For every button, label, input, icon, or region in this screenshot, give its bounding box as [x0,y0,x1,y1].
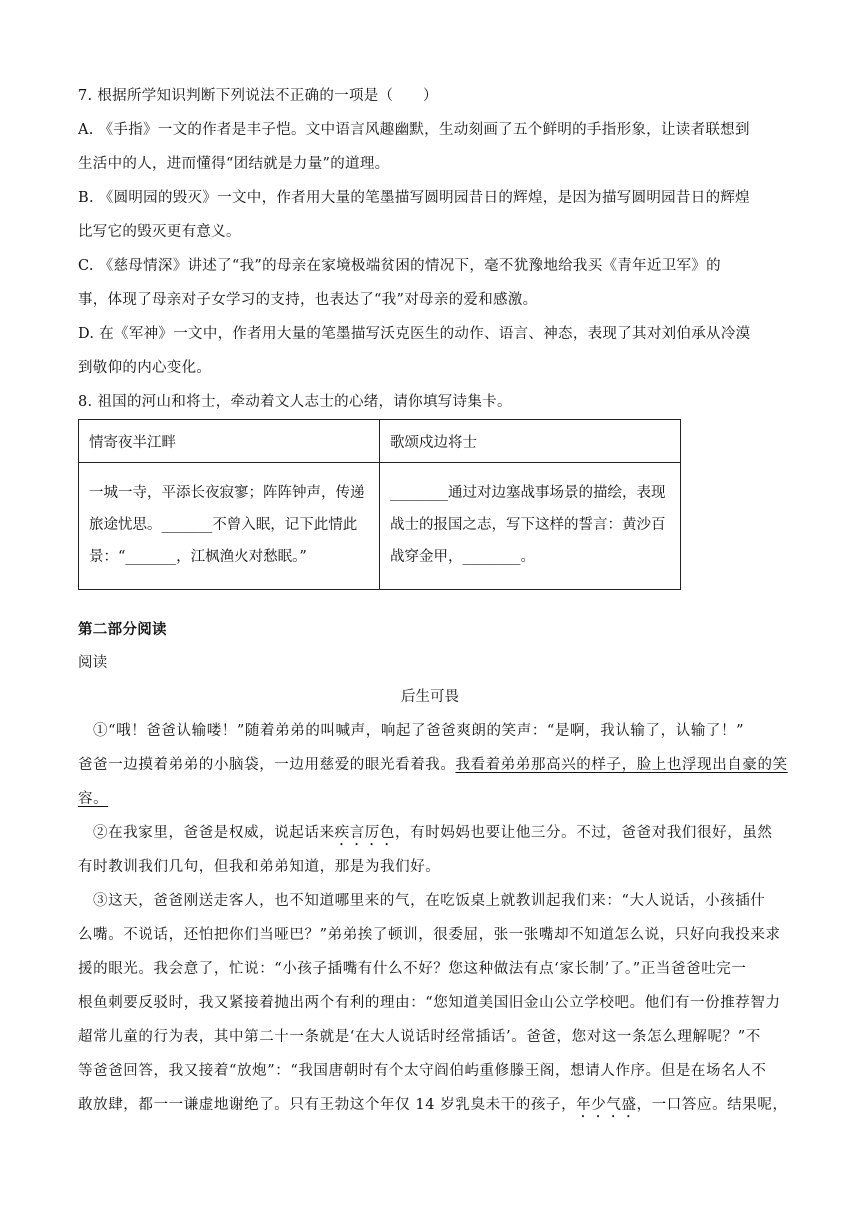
passage-title: 后生可畏 [401,689,459,705]
part-two-heading: 第二部分阅读 [78,621,167,638]
poem-card-header-left: 情寄夜半江畔 [79,420,380,463]
paragraph-1-line-3: 容。 [78,791,109,807]
poem-right-line-3: 战穿金甲，________。 [390,549,535,565]
paragraph-2-text-b: ，有时妈妈也要让他三分。不过，爸爸对我们很好，虽然 [395,825,773,841]
paragraph-2-line-1 [93,823,773,849]
paragraph-3-line-5: 超常儿童的行为表，其中第二十一条就是‘在大人说话时经常插话’。爸爸，您对这一条怎么理解呢？”不 [78,1029,761,1045]
paragraph-3-line-3: 援的眼光。我会意了，忙说：“小孩子插嘴有什么不好？您这种做法有点‘家长制’了。”正当爸爸吐完一 [78,961,747,977]
poem-right-line-1: ________通过对边塞战事场景的描绘，表现 [390,485,666,501]
paragraph-3-line-2: 么嘴。不说话，还怕把你们当哑巴？”弟弟挨了顿训，很委屈，张一张嘴却不知道怎么说，只好向我投来求 [78,927,781,943]
poem-card-header-row [79,420,681,463]
poem-left-line-1: 一城一寺，平添长夜寂寥；阵阵钟声，传递 [89,485,365,501]
paragraph-3-text-b: ，一口答应。结果呢， [636,1097,788,1113]
option-b-line-1: B. 《圆明园的毁灭》一文中，作者用大量的笔墨描写圆明园昔日的辉煌，是因为描写圆明园昔日的辉煌 [78,190,750,206]
poem-card-header-right: 歌颂戍边将士 [380,420,681,463]
emphasized-idiom-1: 疾言厉色 [334,825,396,841]
paragraph-3-line-7 [78,1095,788,1121]
option-d-line-2: 到敬仰的内心变化。 [78,360,212,376]
question-8-stem: 8. 祖国的河山和将士，牵动着文人志士的心绪，请你填写诗集卡。 [78,394,512,410]
emphasized-idiom-2: 年少气盛 [576,1097,637,1113]
reading-label: 阅读 [78,655,108,671]
option-d-line-1: D. 在《军神》一文中，作者用大量的笔墨描写沃克医生的动作、语言、神态，表现了其对刘伯承从冷漠 [78,326,751,342]
option-b-line-2: 比写它的毁灭更有意义。 [78,224,241,240]
option-a-line-1: A. 《手指》一文的作者是丰子恺。文中语言风趣幽默，生动刻画了五个鲜明的手指形象，让读者联想到 [78,122,750,138]
paragraph-1-line-2 [78,755,788,775]
poem-card-table [78,419,681,590]
poem-left-line-3: 景：“_______，江枫渔火对愁眠。” [89,549,307,565]
paragraph-1-line-1: ①“哦！爸爸认输喽！”随着弟弟的叫喊声，响起了爸爸爽朗的笑声：“是啊，我认输了，认输了！” [93,723,745,739]
paragraph-3-line-4: 根鱼刺要反驳时，我又紧接着抛出两个有利的理由：“您知道美国旧金山公立学校吧。他们有一份推荐智力 [78,995,781,1011]
question-7-stem: 7. 根据所学知识判断下列说法不正确的一项是（ ） [78,88,438,104]
poem-right-line-2: 战士的报国之志，写下这样的誓言：黄沙百 [390,517,666,533]
poem-left-line-2: 旅途忧思。_______不曾入眠，记下此情此 [89,517,358,533]
paragraph-3-text-a: 敢放肆，都一一谦虚地谢绝了。只有王勃这个年仅 14 岁乳臭未干的孩子， [78,1097,577,1113]
option-c-line-1: C. 《慈母情深》讲述了“我”的母亲在家境极端贫困的情况下，毫不犹豫地给我买《青年近卫军》的 [78,258,721,274]
paragraph-1-text: 爸爸一边摸着弟弟的小脑袋，一边用慈爱的眼光看着我。 [78,757,456,773]
paragraph-3-line-1: ③这天，爸爸刚送走客人，也不知道哪里来的气，在吃饭桌上就教训起我们来：“大人说话，小孩插什 [93,893,766,909]
underlined-sentence: 我看着弟弟那高兴的样子，脸上也浮现出自豪的笑 [455,757,788,773]
paragraph-2-text-a: ②在我家里，爸爸是权威，说起话来 [93,825,335,841]
poem-card-body-row [79,463,681,590]
paragraph-2-line-2: 有时教训我们几句，但我和弟弟知道，那是为我们好。 [78,859,441,875]
poem-card-body-left [79,463,380,590]
option-c-line-2: 事，体现了母亲对子女学习的支持，也表达了“我”对母亲的爱和感激。 [78,292,538,308]
option-a-line-2: 生活中的人，进而懂得“团结就是力量”的道理。 [78,156,390,172]
poem-card-body-right [380,463,681,590]
paragraph-3-line-6: 等爸爸回答，我又接着“放炮”：“我国唐朝时有个太守阎伯屿重修滕王阁，想请人作序。但是在场名人不 [78,1063,767,1079]
